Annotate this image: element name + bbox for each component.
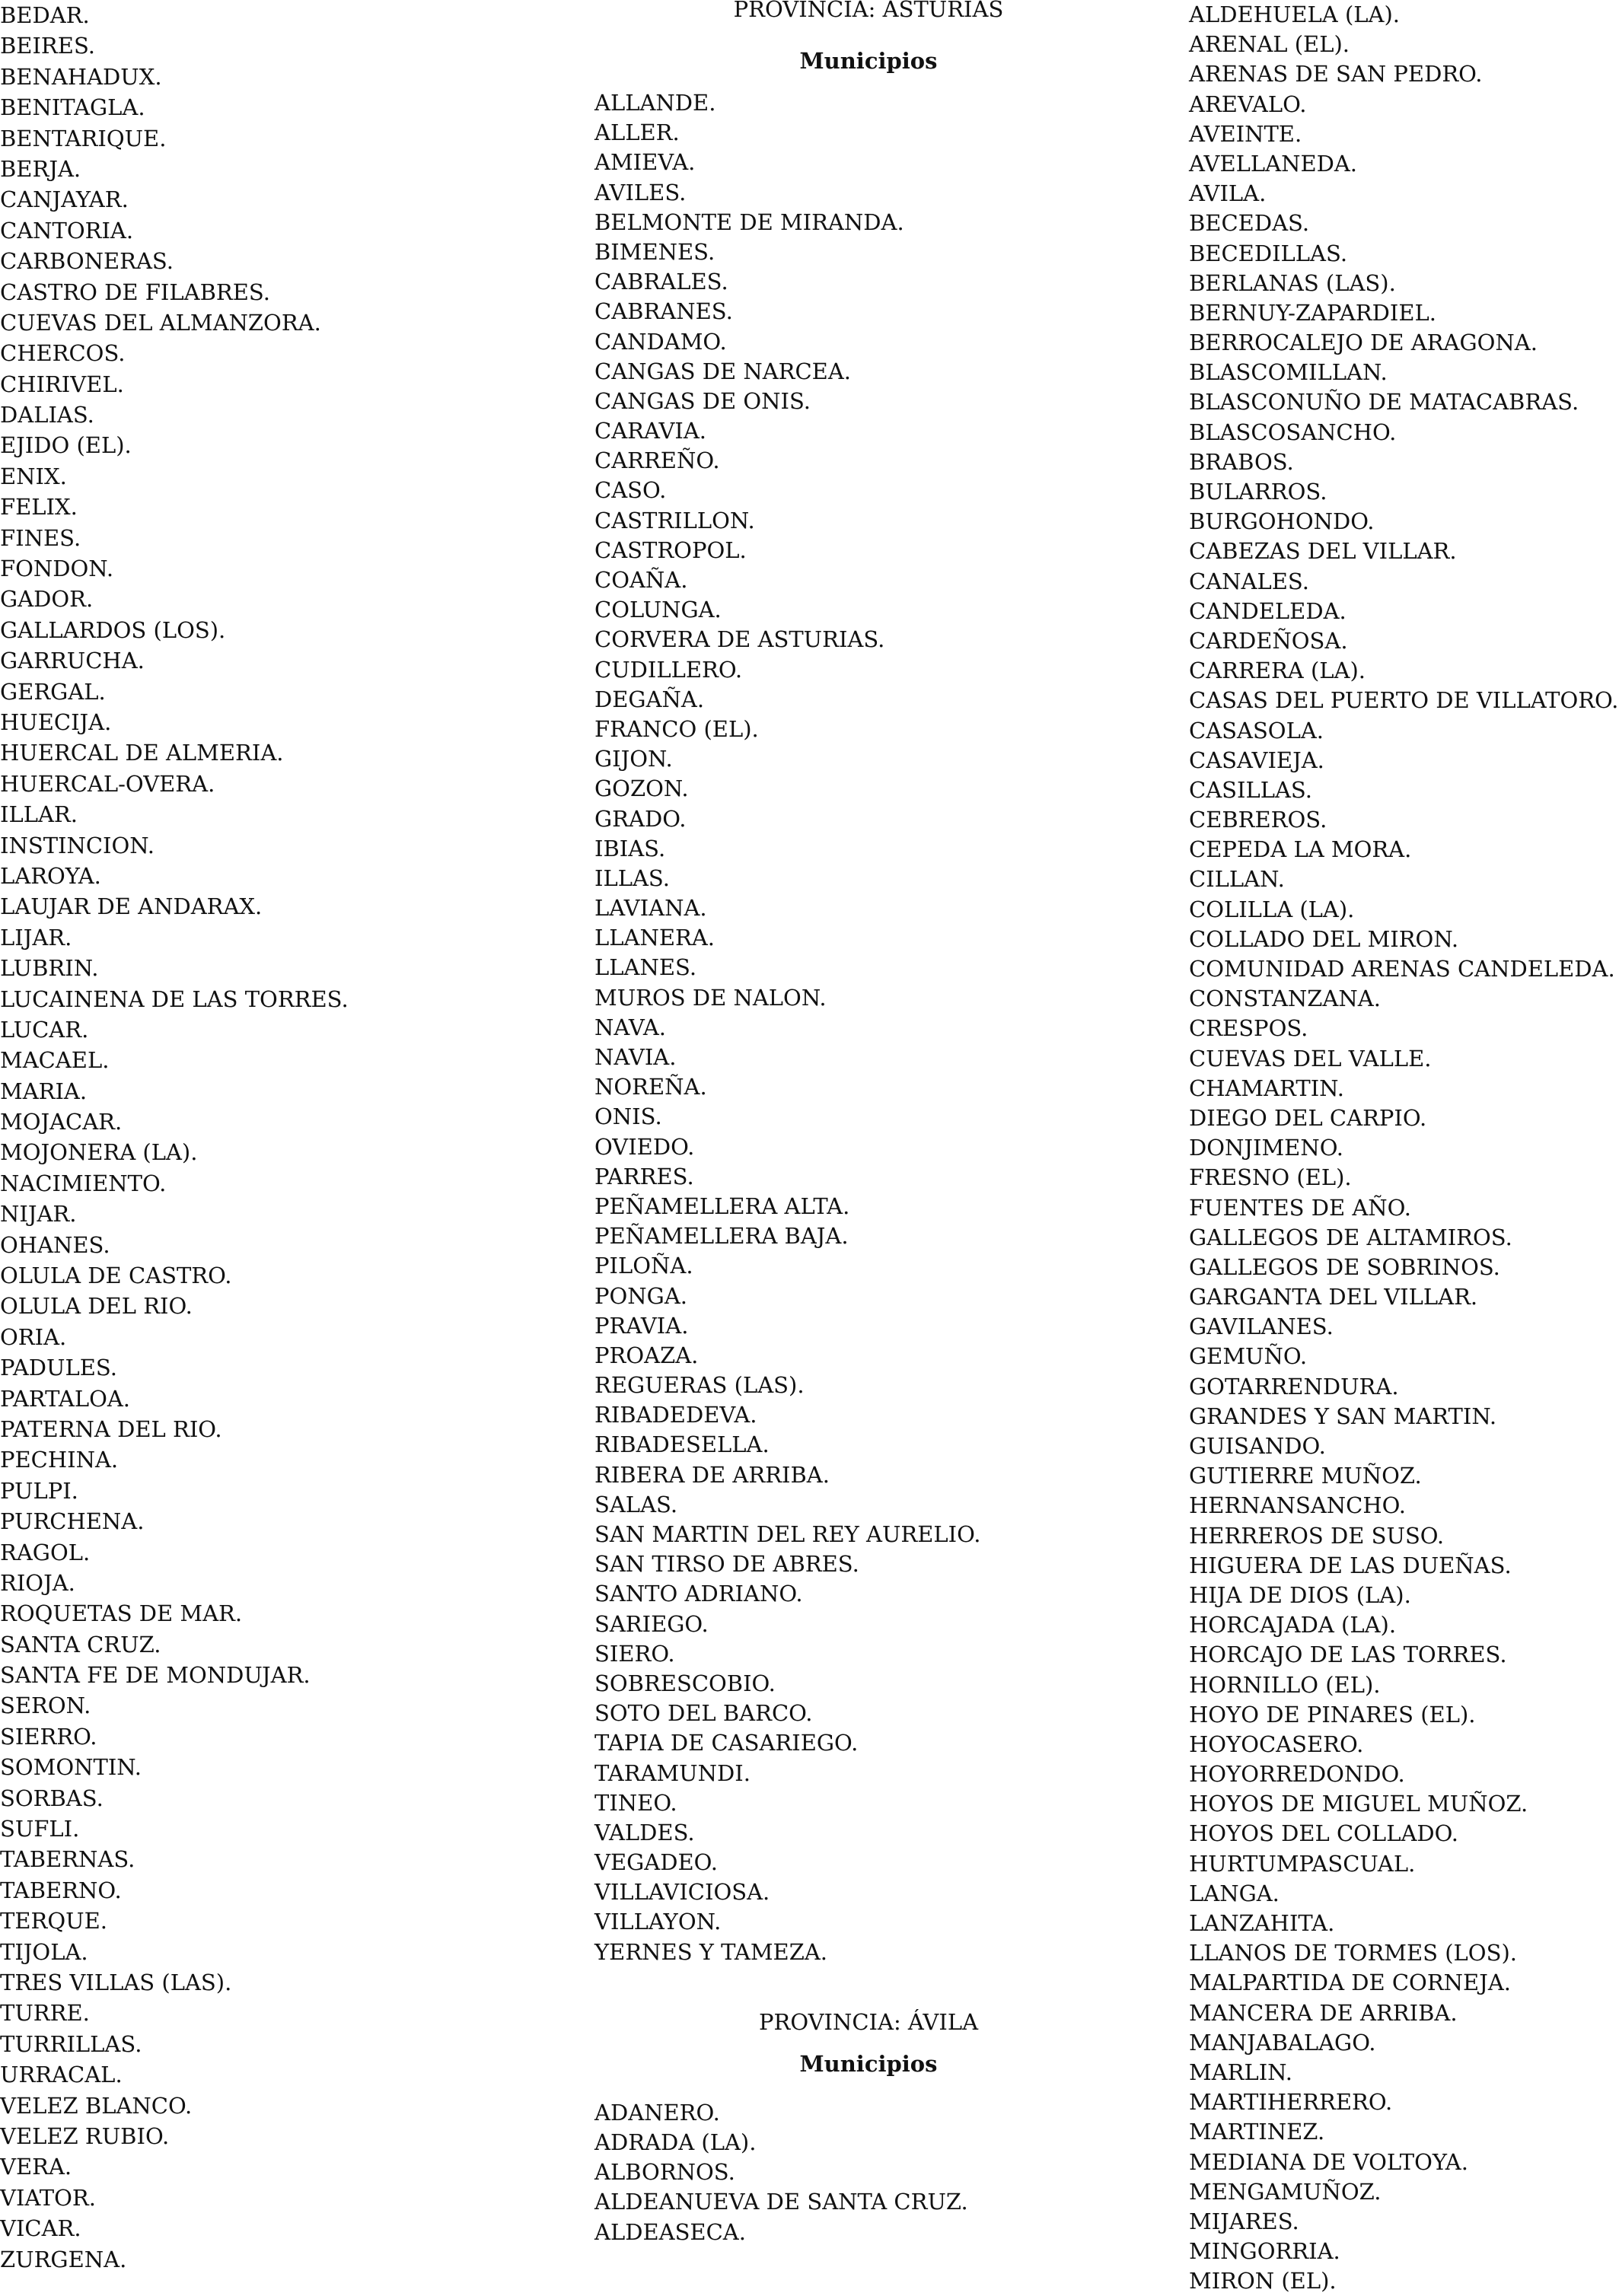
municipio-item: OVIEDO.: [594, 1133, 695, 1160]
municipio-item: CABEZAS DEL VILLAR.: [1189, 538, 1457, 565]
municipio-item: CHIRIVEL.: [0, 371, 124, 397]
municipio-item: HUERCAL-OVERA.: [0, 770, 215, 797]
municipio-item: COLLADO DEL MIRON.: [1189, 925, 1459, 952]
municipio-item: RIBERA DE ARRIBA.: [594, 1461, 830, 1488]
municipio-item: BENITAGLA.: [0, 94, 145, 121]
municipio-item: ROQUETAS DE MAR.: [0, 1600, 243, 1627]
municipio-item: BENTARIQUE.: [0, 125, 167, 151]
municipio-item: HUERCAL DE ALMERIA.: [0, 740, 284, 766]
municipio-item: SOBRESCOBIO.: [594, 1670, 776, 1696]
municipio-item: CUDILLERO.: [594, 656, 743, 683]
municipio-item: CANDAMO.: [594, 328, 727, 355]
municipio-item: SIERO.: [594, 1640, 675, 1667]
municipio-item: MACAEL.: [0, 1047, 110, 1074]
municipio-item: SANTA CRUZ.: [0, 1631, 161, 1658]
municipio-item: CABRANES.: [594, 298, 733, 325]
municipio-item: AVEINTE.: [1189, 120, 1302, 147]
municipio-item: MALPARTIDA DE CORNEJA.: [1189, 1970, 1511, 1996]
municipio-item: GALLEGOS DE ALTAMIROS.: [1189, 1224, 1512, 1250]
municipio-item: TERQUE.: [0, 1908, 107, 1935]
municipio-item: MUROS DE NALON.: [594, 984, 827, 1011]
municipio-item: MOJONERA (LA).: [0, 1139, 198, 1166]
municipio-item: CASTRILLON.: [594, 507, 755, 533]
municipio-item: VELEZ RUBIO.: [0, 2122, 170, 2149]
municipio-item: CARRERA (LA).: [1189, 658, 1366, 684]
municipio-item: MARIA.: [0, 1078, 88, 1104]
municipio-item: PEÑAMELLERA ALTA.: [594, 1193, 850, 1219]
municipio-item: PADULES.: [0, 1355, 117, 1381]
municipio-item: ALLANDE.: [594, 90, 716, 116]
municipio-item: SANTO ADRIANO.: [594, 1581, 803, 1607]
municipio-item: CASO.: [594, 477, 667, 504]
municipio-item: LIJAR.: [0, 924, 72, 951]
municipio-item: LLANOS DE TORMES (LOS).: [1189, 1940, 1517, 1966]
municipio-item: DIEGO DEL CARPIO.: [1189, 1104, 1427, 1131]
municipio-item: SOTO DEL BARCO.: [594, 1700, 813, 1727]
municipio-item: MIRON (EL).: [1189, 2268, 1337, 2294]
municipio-item: MOJACAR.: [0, 1109, 123, 1135]
municipio-item: BEIRES.: [0, 33, 95, 59]
municipio-item: REGUERAS (LAS).: [594, 1372, 805, 1399]
municipio-item: HOYO DE PINARES (EL).: [1189, 1701, 1476, 1728]
municipio-item: NAVIA.: [594, 1044, 677, 1070]
municipio-item: CANDELEDA.: [1189, 597, 1347, 624]
municipio-item: COMUNIDAD ARENAS CANDELEDA.: [1189, 956, 1615, 982]
municipio-item: HOYOCASERO.: [1189, 1731, 1364, 1757]
municipio-item: BRABOS.: [1189, 448, 1294, 475]
municipio-item: CANTORIA.: [0, 217, 134, 244]
municipio-item: BERNUY-ZAPARDIEL.: [1189, 299, 1436, 326]
municipio-item: BLASCOSANCHO.: [1189, 419, 1397, 445]
municipio-item: PRAVIA.: [594, 1312, 689, 1339]
municipio-item: SERON.: [0, 1693, 91, 1719]
municipio-item: HERNANSANCHO.: [1189, 1492, 1406, 1519]
municipio-item: RIOJA.: [0, 1569, 75, 1596]
municipio-item: PULPI.: [0, 1477, 78, 1504]
municipio-item: SOMONTIN.: [0, 1754, 142, 1781]
municipio-item: GERGAL.: [0, 678, 106, 705]
municipio-item: GUISANDO.: [1189, 1433, 1326, 1459]
municipio-item: MARLIN.: [1189, 2059, 1292, 2085]
municipio-item: HUECIJA.: [0, 709, 112, 735]
municipio-item: PONGA.: [594, 1282, 687, 1309]
municipio-item: CASILLAS.: [1189, 776, 1312, 803]
municipio-item: LAUJAR DE ANDARAX.: [0, 893, 263, 920]
municipio-item: ALLER.: [594, 119, 680, 146]
municipio-item: LAVIANA.: [594, 895, 707, 922]
municipio-item: ALBORNOS.: [594, 2159, 735, 2186]
municipio-item: GARRUCHA.: [0, 648, 145, 674]
municipio-item: PARRES.: [594, 1163, 694, 1189]
municipios-heading-avila: Municipios: [799, 2050, 938, 2077]
municipio-item: GOTARRENDURA.: [1189, 1373, 1399, 1400]
municipio-item: VIATOR.: [0, 2184, 96, 2211]
municipio-item: SALAS.: [594, 1491, 678, 1517]
municipio-item: CASTROPOL.: [594, 537, 747, 563]
column-almeria-municipios: [0, 0, 548, 2275]
municipio-item: BLASCONUÑO DE MATACABRAS.: [1189, 389, 1579, 416]
municipio-item: HIGUERA DE LAS DUEÑAS.: [1189, 1552, 1512, 1578]
municipio-item: CARDEÑOSA.: [1189, 627, 1348, 654]
municipio-item: RIBADEDEVA.: [594, 1402, 757, 1428]
municipio-item: BERLANAS (LAS).: [1189, 269, 1396, 296]
municipio-item: GALLEGOS DE SOBRINOS.: [1189, 1253, 1500, 1280]
municipio-item: FINES.: [0, 524, 81, 551]
municipio-item: DEGAÑA.: [594, 686, 705, 712]
municipio-item: CANGAS DE NARCEA.: [594, 358, 852, 384]
asturias-section: [594, 0, 1143, 1967]
municipio-item: ONIS.: [594, 1103, 662, 1130]
municipio-item: HORNILLO (EL).: [1189, 1671, 1381, 1698]
municipio-item: HERREROS DE SUSO.: [1189, 1522, 1445, 1549]
municipio-item: OLULA DEL RIO.: [0, 1293, 193, 1320]
municipio-item: GADOR.: [0, 586, 94, 613]
municipio-item: TARAMUNDI.: [594, 1759, 751, 1786]
municipio-item: HORCAJADA (LA).: [1189, 1612, 1397, 1638]
municipio-item: AVELLANEDA.: [1189, 150, 1358, 177]
municipio-item: SANTA FE DE MONDUJAR.: [0, 1662, 311, 1689]
municipio-item: VILLAYON.: [594, 1909, 722, 1935]
municipio-item: DALIAS.: [0, 402, 94, 428]
municipio-item: MENGAMUÑOZ.: [1189, 2178, 1382, 2205]
municipio-item: MANJABALAGO.: [1189, 2029, 1376, 2056]
municipio-item: BECEDAS.: [1189, 210, 1310, 237]
municipio-item: ORIA.: [0, 1323, 67, 1350]
municipio-item: ARENAL (EL).: [1189, 31, 1350, 58]
municipio-item: LUCAR.: [0, 1016, 89, 1043]
municipio-item: ALDEHUELA (LA).: [1189, 2, 1400, 27]
municipio-item: ENIX.: [0, 463, 67, 489]
municipio-item: CEPEDA LA MORA.: [1189, 836, 1412, 863]
municipio-item: GRADO.: [594, 805, 687, 832]
municipio-item: TABERNAS.: [0, 1846, 135, 1873]
municipio-item: CHAMARTIN.: [1189, 1075, 1344, 1101]
municipio-item: CORVERA DE ASTURIAS.: [594, 626, 885, 653]
municipio-item: BERJA.: [0, 155, 81, 182]
municipio-item: GAVILANES.: [1189, 1314, 1334, 1340]
municipio-item: ILLAS.: [594, 865, 670, 891]
municipio-item: ALDEANUEVA DE SANTA CRUZ.: [594, 2189, 968, 2215]
municipio-item: PATERNA DEL RIO.: [0, 1415, 222, 1442]
municipio-item: HOYOS DEL COLLADO.: [1189, 1820, 1458, 1847]
municipio-item: COLUNGA.: [594, 597, 722, 623]
municipio-item: BEDAR.: [0, 2, 90, 28]
municipio-item: TRES VILLAS (LAS).: [0, 1970, 232, 1995]
municipio-item: CANALES.: [1189, 568, 1309, 594]
municipio-item: FRANCO (EL).: [594, 715, 759, 742]
provincia-avila-heading: PROVINCIA: ÁVILA: [758, 2008, 979, 2035]
municipio-item: MANCERA DE ARRIBA.: [1189, 1999, 1458, 2026]
municipio-item: COLILLA (LA).: [1189, 896, 1355, 922]
provincia-asturias-heading: PROVINCIA: ASTURIAS: [733, 0, 1004, 22]
municipio-item: SAN TIRSO DE ABRES.: [594, 1551, 859, 1578]
municipio-item: OLULA DE CASTRO.: [0, 1263, 232, 1289]
municipio-item: CASTRO DE FILABRES.: [0, 279, 270, 305]
municipio-item: TAPIA DE CASARIEGO.: [594, 1730, 859, 1756]
municipio-item: LANZAHITA.: [1189, 1910, 1335, 1936]
municipio-item: BECEDILLAS.: [1189, 240, 1348, 266]
municipio-item: ARENAS DE SAN PEDRO.: [1189, 61, 1483, 88]
municipio-item: MARTINEZ.: [1189, 2119, 1325, 2145]
municipio-item: LLANES.: [594, 954, 697, 981]
municipio-item: MEDIANA DE VOLTOYA.: [1189, 2148, 1468, 2175]
municipio-item: LUBRIN.: [0, 955, 99, 982]
municipio-item: RAGOL.: [0, 1539, 91, 1565]
municipio-item: VEGADEO.: [594, 1849, 718, 1876]
municipio-item: HOYORREDONDO.: [1189, 1761, 1405, 1788]
municipio-item: TINEO.: [594, 1789, 677, 1816]
municipio-item: CARBONERAS.: [0, 248, 174, 275]
municipio-item: TURRILLAS.: [0, 2030, 142, 2057]
municipio-item: DONJIMENO.: [1189, 1135, 1344, 1161]
municipio-item: AMIEVA.: [594, 149, 696, 176]
municipio-item: CASASOLA.: [1189, 717, 1324, 744]
municipio-item: VILLAVICIOSA.: [594, 1879, 770, 1906]
municipio-item: SUFLI.: [0, 1816, 80, 1842]
municipio-item: SIERRO.: [0, 1723, 97, 1750]
municipio-item: TIJOLA.: [0, 1938, 88, 1965]
municipio-item: YERNES Y TAMEZA.: [594, 1938, 828, 1965]
municipio-item: PURCHENA.: [0, 1508, 145, 1535]
municipio-item: HURTUMPASCUAL.: [1189, 1850, 1416, 1877]
municipio-item: VICAR.: [0, 2215, 81, 2242]
municipio-item: PECHINA.: [0, 1447, 119, 1473]
municipio-item: ALDEASECA.: [594, 2218, 746, 2245]
municipio-item: IBIAS.: [594, 835, 666, 861]
municipio-item: CASAVIEJA.: [1189, 747, 1324, 773]
municipio-item: FONDON.: [0, 556, 114, 582]
municipio-item: MINGORRIA.: [1189, 2238, 1340, 2265]
municipio-item: BURGOHONDO.: [1189, 508, 1375, 535]
municipio-item: CHERCOS.: [0, 340, 126, 367]
municipio-item: TABERNO.: [0, 1877, 122, 1903]
municipio-item: SORBAS.: [0, 1785, 104, 1811]
municipio-item: NACIMIENTO.: [0, 1170, 167, 1196]
municipio-item: PROAZA.: [594, 1342, 699, 1368]
municipio-item: GIJON.: [594, 746, 673, 772]
municipio-item: OHANES.: [0, 1231, 110, 1258]
municipio-item: AVILES.: [594, 179, 687, 205]
municipio-item: CUEVAS DEL VALLE.: [1189, 1045, 1432, 1072]
municipio-item: VELEZ BLANCO.: [0, 2092, 193, 2119]
municipio-item: EJIDO (EL).: [0, 432, 132, 459]
municipio-item: GRANDES Y SAN MARTIN.: [1189, 1403, 1497, 1429]
municipios-heading-asturias: Municipios: [799, 48, 938, 74]
municipio-item: RIBADESELLA.: [594, 1431, 770, 1458]
municipio-item: BULARROS.: [1189, 479, 1327, 505]
municipio-item: FUENTES DE AÑO.: [1189, 1194, 1411, 1221]
municipio-item: LAROYA.: [0, 862, 101, 889]
municipio-item: VALDES.: [594, 1819, 695, 1845]
municipio-item: CONSTANZANA.: [1189, 986, 1381, 1012]
municipio-item: FELIX.: [0, 494, 78, 521]
municipio-item: LUCAINENA DE LAS TORRES.: [0, 986, 349, 1012]
municipio-item: PILOÑA.: [594, 1253, 693, 1279]
municipio-item: ILLAR.: [0, 801, 78, 828]
municipio-item: GUTIERRE MUÑOZ.: [1189, 1463, 1422, 1489]
column-avila-municipios-continued: [1189, 0, 1619, 2296]
municipio-item: GALLARDOS (LOS).: [0, 616, 226, 643]
asturias-municipios-list: [594, 88, 1143, 1967]
municipio-item: CARAVIA.: [594, 418, 707, 444]
municipio-item: LLANERA.: [594, 925, 715, 951]
municipio-item: BIMENES.: [594, 238, 715, 265]
municipio-item: TURRE.: [0, 2000, 90, 2027]
municipio-item: CABRALES.: [594, 269, 728, 295]
municipio-item: NOREÑA.: [594, 1074, 707, 1100]
municipio-item: CANJAYAR.: [0, 186, 129, 213]
municipio-item: ADRADA (LA).: [594, 2129, 757, 2155]
municipio-item: FRESNO (EL).: [1189, 1164, 1352, 1191]
municipio-item: PARTALOA.: [0, 1385, 131, 1412]
municipio-item: BENAHADUX.: [0, 63, 162, 90]
municipio-item: NAVA.: [594, 1014, 667, 1040]
municipio-item: CRESPOS.: [1189, 1015, 1308, 1042]
municipio-item: MARTIHERRERO.: [1189, 2089, 1393, 2116]
municipio-item: GEMUÑO.: [1189, 1343, 1308, 1370]
municipio-item: NIJAR.: [0, 1201, 77, 1228]
municipio-item: PEÑAMELLERA BAJA.: [594, 1223, 849, 1250]
avila-municipios-list: [594, 2098, 1143, 2247]
municipio-item: GARGANTA DEL VILLAR.: [1189, 1284, 1478, 1310]
municipio-item: INSTINCION.: [0, 832, 155, 858]
municipio-item: BELMONTE DE MIRANDA.: [594, 209, 904, 235]
municipio-item: HORCAJO DE LAS TORRES.: [1189, 1642, 1507, 1668]
column-asturias-avila: [594, 0, 1143, 2247]
municipio-item: CASAS DEL PUERTO DE VILLATORO.: [1189, 687, 1619, 714]
municipio-item: CEBREROS.: [1189, 807, 1327, 833]
municipio-item: LANGA.: [1189, 1880, 1280, 1906]
municipio-item: AREVALO.: [1189, 91, 1307, 117]
municipio-item: COAÑA.: [594, 567, 688, 593]
municipio-item: CARREÑO.: [594, 447, 720, 474]
municipio-item: ADANERO.: [594, 2099, 720, 2126]
avila-section: [594, 2007, 1143, 2247]
municipio-item: MIJARES.: [1189, 2208, 1299, 2234]
municipio-item: BERROCALEJO DE ARAGONA.: [1189, 330, 1538, 356]
municipio-item: CANGAS DE ONIS.: [594, 387, 811, 414]
municipio-item: HIJA DE DIOS (LA).: [1189, 1581, 1411, 1608]
municipio-item: CILLAN.: [1189, 866, 1285, 893]
municipio-item: SAN MARTIN DEL REY AURELIO.: [594, 1521, 981, 1547]
municipio-item: HOYOS DE MIGUEL MUÑOZ.: [1189, 1791, 1528, 1817]
municipio-item: VERA.: [0, 2154, 72, 2180]
municipio-item: CUEVAS DEL ALMANZORA.: [0, 309, 321, 336]
municipio-item: BLASCOMILLAN.: [1189, 359, 1388, 386]
municipio-item: SARIEGO.: [594, 1610, 709, 1637]
municipio-item: URRACAL.: [0, 2062, 123, 2088]
municipio-item: GOZON.: [594, 775, 689, 802]
municipio-item: ZURGENA.: [0, 2246, 127, 2272]
municipio-item: AVILA.: [1189, 180, 1267, 207]
